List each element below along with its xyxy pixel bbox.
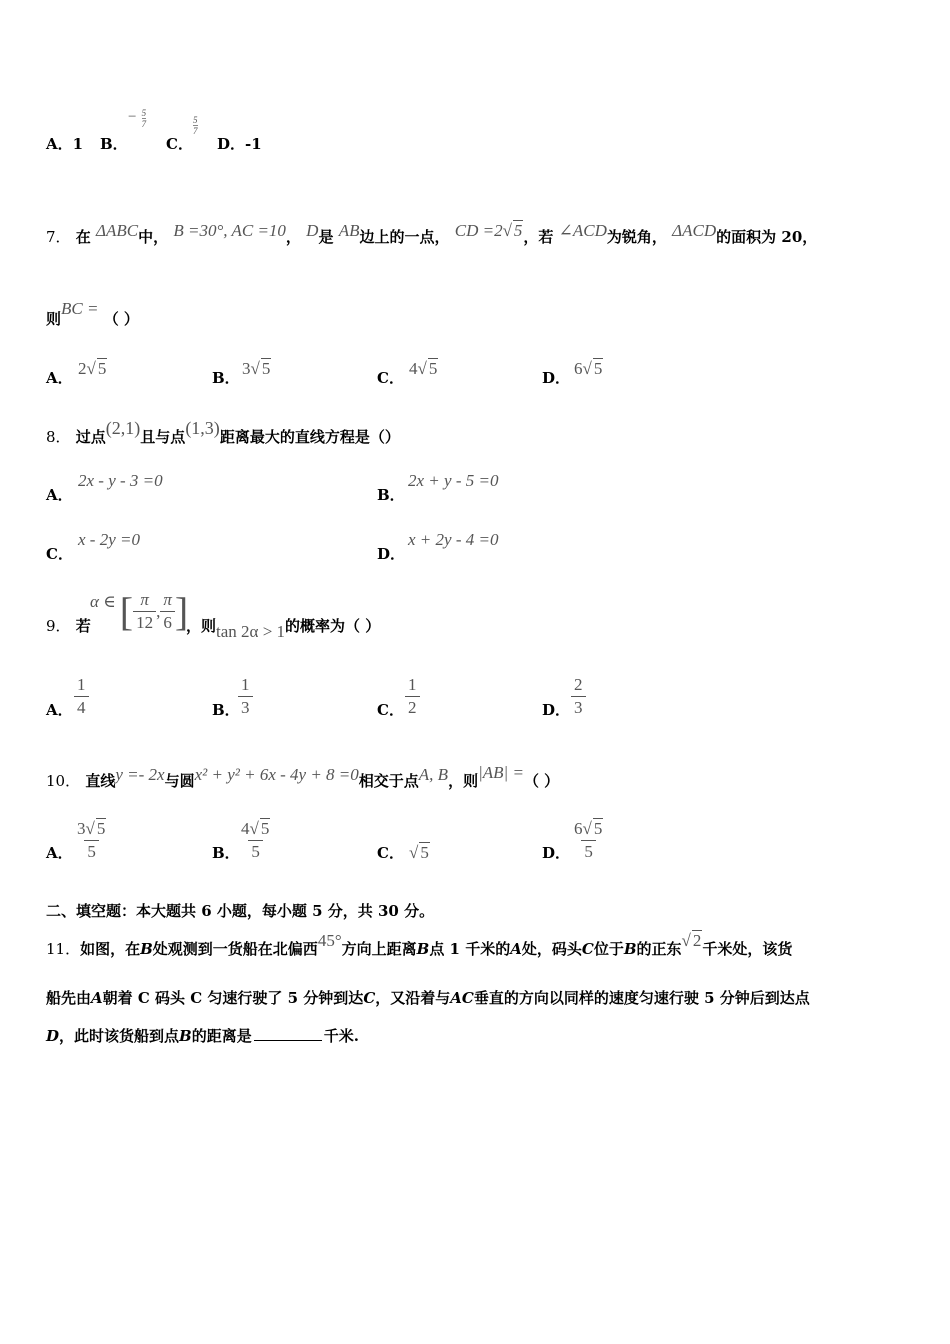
q6-option-a-value: 1 — [72, 135, 84, 153]
q9-option-num: 2 — [574, 675, 583, 694]
q6-option-d-label: D． — [217, 135, 246, 153]
q11-text: ，此时该货船到点 — [59, 1027, 180, 1045]
q8-option-label: B． — [377, 486, 405, 504]
q6-option-a — [46, 134, 83, 154]
q6-option-b-den: 7 — [141, 119, 147, 129]
q8-option-label: D． — [377, 545, 406, 563]
q11-var: A — [510, 940, 522, 958]
q11-var: D — [46, 1027, 60, 1045]
q7-text: 为锐角， — [606, 228, 667, 246]
q10-math-points: A, B — [418, 765, 449, 784]
q8-option-a-eq: 2x - y - 3 =0 — [78, 471, 163, 490]
q10-option-num: 6√ 5 — [574, 819, 603, 838]
q8-text: 且与点 — [140, 428, 186, 446]
q10-option-b-frac — [238, 818, 273, 862]
q11-text: 船先由 — [46, 989, 92, 1007]
q10-option-den: 5 — [84, 840, 99, 862]
q11-var: B — [140, 940, 153, 958]
q9-option-den: 3 — [571, 696, 586, 718]
q10-option-a — [46, 843, 73, 863]
q8-option-d — [377, 544, 405, 564]
q7-option-coef: 2 — [78, 359, 87, 378]
q7-option-c — [377, 368, 404, 388]
q6-option-b-minus: − — [128, 109, 137, 125]
q6-option-c-label: C． — [166, 135, 193, 153]
q10-answer-paren: （ ） — [523, 772, 560, 790]
q10-option-coef: 6 — [574, 819, 583, 838]
q7-math-triangle2: ΔACD — [672, 221, 717, 240]
q8-stem — [46, 418, 400, 447]
q9-option-d — [542, 700, 570, 720]
q7-option-rad: 5 — [97, 359, 107, 378]
q6-option-b-value — [128, 108, 146, 129]
q7-stem-line2 — [46, 299, 139, 329]
q7-option-label: C． — [377, 369, 404, 387]
q10-option-coef: 3 — [77, 819, 86, 838]
q8-option-d-eq: x + 2y - 4 =0 — [408, 530, 499, 549]
q7-option-rad: 5 — [593, 359, 603, 378]
q8-text: 距离最大的直线方程是（） — [219, 428, 400, 446]
q10-option-c-value: √ 5 — [409, 843, 429, 862]
q7-text: 在 — [75, 228, 91, 246]
q11-var: C — [363, 989, 376, 1007]
q7-text: 的面积为 20， — [716, 228, 818, 246]
section-heading: 二、填空题：本大题共 6 小题，每小题 5 分，共 30 分。 — [46, 902, 435, 920]
q7-text: ，若 — [523, 228, 554, 246]
q7-option-coef: 6 — [574, 359, 583, 378]
q11-var: B — [623, 940, 637, 958]
q7-option-c-value: 4√ 5 — [409, 359, 438, 378]
q7-number: 7． — [46, 228, 71, 246]
q9-frac2 — [160, 590, 175, 633]
q7-option-b-value: 3√ 5 — [242, 359, 271, 378]
q9-comma: , — [156, 601, 161, 621]
q10-option-rad: 5 — [420, 843, 429, 862]
q7-text: ， — [285, 228, 301, 246]
q9-option-label: C． — [377, 701, 404, 719]
q10-option-d-frac — [571, 818, 606, 862]
q10-option-d — [542, 843, 570, 863]
q9-option-num: 1 — [77, 675, 86, 694]
q7-answer-paren: （ ） — [103, 310, 139, 328]
q11-text: 千米. — [323, 1027, 359, 1045]
q11-line3 — [46, 1026, 359, 1046]
q6-option-d-value: -1 — [245, 135, 262, 153]
q11-var: A — [91, 989, 103, 1007]
q9-option-a — [46, 700, 73, 720]
q11-text: 的距离是 — [191, 1027, 252, 1045]
q7-option-label: A． — [46, 369, 73, 387]
q7-option-label: D． — [542, 369, 571, 387]
q10-text: 直线 — [85, 772, 116, 790]
q9-option-den: 4 — [74, 696, 89, 718]
q10-math-circle: x² + y² + 6x - 4y + 8 =0 — [194, 765, 359, 784]
q7-text: 中， — [138, 228, 169, 246]
q10-option-rad: 5 — [96, 819, 106, 838]
q6-option-b — [100, 134, 128, 154]
q9-text: 若 — [75, 617, 91, 635]
q7-option-coef: 4 — [409, 359, 418, 378]
q11-text: 千米处，该货 — [702, 940, 793, 958]
q7-option-rad: 5 — [261, 359, 271, 378]
q11-text: 如图，在 — [80, 940, 141, 958]
q7-option-a-value: 2√ 5 — [78, 359, 107, 378]
q11-text: 处观测到一货船在北偏西 — [152, 940, 318, 958]
q10-option-num: 3√ 5 — [77, 819, 106, 838]
q9-option-a-frac — [74, 675, 89, 718]
q7-math-given: B =30°, AC =10 — [173, 221, 286, 240]
q10-option-rad: 5 — [260, 819, 270, 838]
q7-math-cd: CD =2√ 5 — [454, 221, 523, 240]
q8-math-point1: (2,1) — [105, 418, 141, 438]
q7-math-d: D — [306, 221, 319, 240]
q7-option-label: B． — [212, 369, 240, 387]
q7-math-angle: ∠ACD — [558, 221, 607, 240]
q8-math-point2: (1,3) — [185, 418, 220, 438]
q9-option-label: A． — [46, 701, 73, 719]
q11-text: 处，码头 — [521, 940, 582, 958]
q9-bracket-right-icon: ] — [174, 588, 189, 634]
q7-math-bc: BC = — [61, 299, 99, 318]
q9-frac2-num: π — [163, 590, 172, 609]
q7-stem-line1 — [46, 221, 818, 247]
q10-option-den: 5 — [248, 840, 263, 862]
q10-number: 10． — [46, 772, 81, 790]
q11-var: AC — [450, 989, 474, 1007]
q8-text: 过点 — [75, 428, 106, 446]
q11-text: 朝着 C 码头 C 匀速行驶了 5 分钟到达 — [102, 989, 364, 1007]
q10-option-den: 5 — [581, 840, 596, 862]
q11-text: 方向上距离 — [341, 940, 417, 958]
q6-option-c-value — [193, 108, 198, 136]
q6-option-b-label: B． — [100, 135, 128, 153]
q11-math-degree: 45° — [317, 931, 342, 950]
q9-option-label: B． — [212, 701, 240, 719]
q8-option-c — [46, 544, 73, 564]
q10-text: 相交于点 — [358, 772, 419, 790]
q9-interval — [90, 590, 188, 633]
q7-text: 是 — [318, 228, 334, 246]
q10-option-label: A． — [46, 844, 73, 862]
q11-text: 垂直的方向以同样的速度匀速行驶 5 分钟后到达点 — [473, 989, 810, 1007]
q6-option-a-label: A． — [46, 135, 73, 153]
q8-option-a — [46, 485, 73, 505]
q7-math-cd-left: CD =2 — [454, 221, 503, 240]
q9-frac2-den: 6 — [160, 611, 175, 633]
q9-frac1-den: 12 — [133, 611, 156, 633]
q9-bracket-left-icon: [ — [119, 588, 134, 634]
q9-option-den: 2 — [405, 696, 420, 718]
q8-option-b-eq: 2x + y - 5 =0 — [408, 471, 499, 490]
q7-math-ab: AB — [338, 221, 360, 240]
q10-option-label: B． — [212, 844, 240, 862]
q9-option-num: 1 — [241, 675, 250, 694]
q7-option-d — [542, 368, 570, 388]
q7-math-triangle: ΔABC — [96, 221, 139, 240]
q9-option-b-frac — [238, 675, 253, 718]
q10-math-line: y =- 2x — [115, 765, 165, 784]
q11-math-sqrt-rad: 2 — [692, 931, 702, 950]
q10-option-coef: 4 — [241, 819, 250, 838]
q6-option-d — [217, 134, 262, 154]
q10-option-label: C． — [377, 844, 404, 862]
q11-text: ，又沿着与 — [375, 989, 451, 1007]
q11-line2 — [46, 988, 810, 1008]
q11-answer-blank[interactable] — [254, 1026, 322, 1041]
q7-option-b — [212, 368, 240, 388]
q7-option-coef: 3 — [242, 359, 251, 378]
q9-number: 9． — [46, 617, 71, 635]
q10-option-num: 4√ 5 — [241, 819, 270, 838]
q11-var: C — [581, 940, 594, 958]
q9-math-condition: tan 2α > 1 — [216, 622, 286, 641]
q9-number-and-lead — [46, 616, 91, 636]
q9-option-num: 1 — [408, 675, 417, 694]
q8-option-label: A． — [46, 486, 73, 504]
q9-option-c — [377, 700, 404, 720]
q9-frac1-num: π — [140, 590, 149, 609]
q7-option-d-value: 6√ 5 — [574, 359, 603, 378]
q9-stem-tail — [186, 616, 381, 641]
q11-line1 — [46, 931, 793, 959]
q7-math-cd-rad: 5 — [513, 221, 523, 240]
q11-var: B — [179, 1027, 192, 1045]
q6-option-c-num: 5 — [193, 115, 198, 125]
q8-number: 8． — [46, 428, 71, 446]
q10-text: ，则 — [448, 772, 479, 790]
q9-option-den: 3 — [238, 696, 253, 718]
q7-text: 则 — [46, 310, 62, 328]
q6-option-b-num: 5 — [141, 108, 147, 118]
q10-option-b — [212, 843, 240, 863]
q7-option-rad: 5 — [428, 359, 438, 378]
q11-text: 点 1 千米的 — [429, 940, 511, 958]
q10-stem — [46, 763, 560, 791]
q10-option-label: D． — [542, 844, 571, 862]
q11-number: 11． — [46, 940, 81, 958]
q10-option-rad: 5 — [593, 819, 603, 838]
q10-math-ab: |AB| = — [478, 763, 524, 782]
q11-math-sqrt: √ 2 — [681, 931, 702, 950]
q9-option-d-frac — [571, 675, 586, 718]
q11-text: 位于 — [593, 940, 624, 958]
q6-option-c-den: 7 — [193, 126, 198, 136]
q9-option-c-frac — [405, 675, 420, 718]
q9-option-label: D． — [542, 701, 571, 719]
q6-option-c — [166, 134, 193, 154]
q9-math-alpha: α ∈ — [90, 591, 116, 611]
q10-text: 与圆 — [164, 772, 195, 790]
q11-var: B — [416, 940, 430, 958]
q9-frac1 — [133, 590, 156, 633]
q8-option-c-eq: x - 2y =0 — [78, 530, 140, 549]
q9-text: 的概率为（ ） — [285, 617, 381, 635]
q7-text: 边上的一点， — [359, 228, 450, 246]
q10-option-a-frac — [74, 818, 109, 862]
q10-option-c — [377, 843, 404, 863]
q11-text: 的正东 — [636, 940, 682, 958]
q7-option-a — [46, 368, 73, 388]
q8-option-label: C． — [46, 545, 73, 563]
q8-option-b — [377, 485, 405, 505]
q9-text: ，则 — [186, 617, 217, 635]
q9-option-b — [212, 700, 240, 720]
